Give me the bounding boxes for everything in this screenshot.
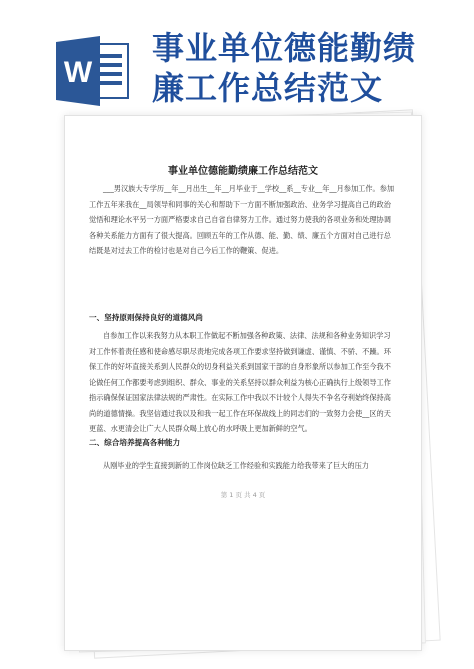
section-1-paragraph: 自参加工作以来我努力从本职工作做起不断加强各种政策、法律、法规和各种业务知识学习对工作怀着责任感和使命感尽职尽责地完成各项工作要求坚持做到谦虚、谨慎、不骄、不躁。环保工作的好坏直接关系到人民群众的切身利益关系到国家干部的自身形象所以参加工作至今我不论做任何工作都要考虑到组织、群众、事业的关系坚持以群众利益为核心正确执行上级领导工作指示确保保证国家法律法规的严肃性。在实际工作中我以不计较个人得失不争名夺利始终保持高尚的道德情操。我坚信通过我以及和我一起工作在环保战线上的同志们的一致努力会使__区的天更蓝、水更清会让广大人民群众喝上放心的水呼吸上更加新鲜的空气。 xyxy=(89,331,391,433)
word-icon-letter: W xyxy=(63,56,93,89)
document-page xyxy=(64,115,422,651)
intro-paragraph: ___男汉族大专学历__年__月出生__年__月毕业于__学校__系__专业__年__月参加工作。参加工作五年来我在__局领导和同事的关心和帮助下一方面不断加强政治、业务学习提高自己的政治觉悟和理论水平另一方面严格要求自己自省自律努力工作。通过努力使我的各项业务和处理协调各种关系能力方面有了很大提高。回顾五年的工作从德、能、勤、绩、廉五个方面对自己进行总结既是对过去工作的检讨也是对自己今后工作的鞭策、促进。 xyxy=(89,184,395,255)
section-2-paragraph: 从刚毕业的学生直接到新的工作岗位缺乏工作经验和实践能力给我带来了巨大的压力 xyxy=(103,461,369,470)
headline-line-2: 廉工作总结范文 xyxy=(152,69,384,107)
document-title: 事业单位德能勤绩廉工作总结范文 xyxy=(168,166,318,177)
section-2-heading: 二、综合培养提高各种能力 xyxy=(89,438,181,447)
section-1-heading: 一、坚持原则保持良好的道德风尚 xyxy=(89,313,203,322)
page-number: 第 1 页 共 4 页 xyxy=(220,491,266,499)
word-document-icon xyxy=(56,36,132,106)
headline xyxy=(152,28,468,108)
headline-line-1: 事业单位德能勤绩 xyxy=(152,29,417,67)
